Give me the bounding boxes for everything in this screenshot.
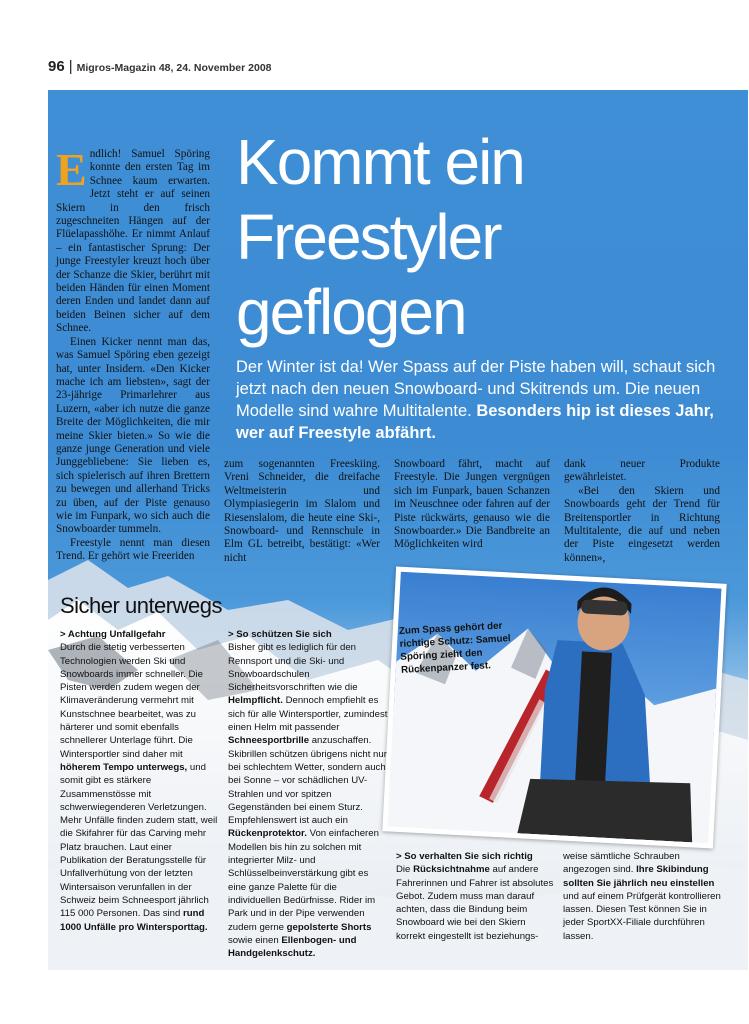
- page-header: [48, 58, 708, 76]
- section-text: Bisher gibt es lediglich für den Rennsport und die Ski- und Snowboardschulen Sicherheitsvorschriften wie die: [228, 642, 358, 694]
- section-text: weise sämtliche Schrauben angezogen sind.: [563, 851, 680, 876]
- paragraph: zum sogenannten Freeskiing. Vreni Schneider, die dreifache Weltmeisterin und Olympiasiegerin im Slalom und Riesenslalom, die heute eine Ski-, Snowboard- und Rennschule in Elm GL betreibt, bestätigt: «Wer nicht: [224, 458, 380, 564]
- section-bold: Helmpflicht.: [228, 695, 283, 707]
- paragraph: «Bei den Skiern und Snowboards geht der Trend für Breitensportler in Richtung Multitalente, die auf und neben der Piste eingesetzt werden können»,: [564, 484, 720, 564]
- article-column-2: [224, 458, 380, 565]
- section-text: Dennoch empfiehlt es sich für alle Wintersportler, zumindest einen Helm mit passender: [228, 695, 388, 734]
- lead-bold: Besonders hip ist dieses Jahr, wer auf Freestyle abfährt.: [236, 402, 714, 442]
- section-bold: gepolsterte Shorts: [286, 921, 372, 933]
- section-text: auf andere Fahrerinnen und Fahrer ist absolutes Gebot. Zudem muss man darauf achten, dass die Bindung beim Snowboard wie bei den Skiern korrekt eingestellt ist beziehungs-: [396, 864, 554, 942]
- headline-line: geflogen: [236, 276, 466, 348]
- section-heading: > Achtung Unfallgefahr: [60, 629, 166, 640]
- header-separator: |: [68, 58, 73, 75]
- paragraph: Snowboard fährt, macht auf Freestyle. Die Jungen vergnügen sich im Funpark, bauen Schanzen im Neuschnee oder fahren auf der Piste rückwärts, genauso wie die Snowboarder.» Die Bandbreite an Möglichkeiten wird: [394, 458, 550, 551]
- section-bold: rund 1000 Unfälle pro Wintersporttag.: [60, 908, 208, 933]
- section-bold: höherem Tempo unterwegs,: [60, 761, 188, 773]
- section-bold: Rückenprotektor.: [228, 828, 307, 840]
- section-text: sowie einen: [228, 934, 279, 946]
- section-bold: Rücksichtnahme: [413, 864, 490, 876]
- infobox-section-accident-risk: [60, 628, 220, 934]
- lead-regular: Der Winter ist da! Wer Spass auf der Piste haben will, schaut sich jetzt nach den neuen Snowboard- und Skitrends um. Die neuen Modelle sind wahre Multitalente.: [236, 358, 716, 420]
- lead-paragraph: [236, 356, 722, 444]
- drop-cap: E: [56, 144, 87, 195]
- headline-line: Freestyler: [236, 201, 501, 273]
- section-text: Durch die stetig verbesserten Technologien werden Ski und Snowboards immer schneller. Die Pisten werden zudem wegen der Klimaveränderung vermehrt mit Kunstschnee bearbeitet, was zu härterer und somit ebenfalls schnellerer Unterlage führt. Die Wintersportler sind daher mit: [60, 642, 203, 760]
- article-column-1: [56, 144, 210, 564]
- section-bold: Ellenbogen- und Handgelenkschutz.: [228, 934, 357, 960]
- paragraph: Freestyle nennt man diesen Trend. Er gehört wie Freeriden: [56, 536, 210, 563]
- headline: [236, 125, 746, 350]
- article-column-4: [564, 458, 720, 565]
- photo-frame: [388, 572, 722, 843]
- section-text: anzuschaffen. Skibrillen schützen übrigens nicht nur bei schlechtem Wetter, sondern auch bei Sonne – vor schädlichen UV-Strahlen und vor spitzen Gegenständen bei einem Sturz. Empfehlenswert ist auch ein: [228, 735, 387, 827]
- skier-illustration: [388, 572, 722, 843]
- section-text: und somit gibt es stärkere Zusammenstösse mit schwerwiegenderen Verletzungen. Mehr Unfälle finden zudem statt, weil die Skifahrer für das Carving mehr Platz brauchen. Laut einer Publikation der Beratungsstelle für Unfallverhütung von der letzten Wintersaison verunfallen in der Schweiz beim Schneesport jährlich 115 000 Personen. Das sind: [60, 761, 218, 920]
- section-text: und auf einem Prüfgerät kontrollieren lassen. Diesen Test können Sie in jeder SportXX-Filiale durchführen lassen.: [563, 890, 721, 942]
- skier-photo: [382, 567, 726, 849]
- page-number: 96: [48, 58, 65, 75]
- article-column-3: [394, 458, 550, 552]
- section-heading: > So verhalten Sie sich richtig: [396, 851, 533, 862]
- paragraph: dank neuer Produkte gewährleistet.: [564, 458, 720, 484]
- headline-line: Kommt ein: [236, 126, 524, 198]
- infobox-section-behaviour: [396, 850, 556, 943]
- section-text: Von einfacheren Modellen bis hin zu solchen mit integrierter Milz- und Schlüsselbeinverstärkung gibt es eine ganze Palette für die individuellen Bedürfnisse. Rider im Park und in der Pipe verwenden zudem gerne: [228, 828, 379, 933]
- magazine-issue: Migros-Magazin 48, 24. November 2008: [76, 62, 272, 74]
- section-bold: Ihre Skibindung sollten Sie jährlich neu einstellen: [563, 864, 715, 889]
- paragraph: Einen Kicker nennt man das, was Samuel Spöring eben gezeigt hat, unter Insidern. «Den Kicker mache ich am liebsten», sagt der 23-jährige Primarlehrer aus Luzern, «aber ich nutze die ganze Breite der Möglichkeiten, die mir meine Skier bieten.» So wie die ganze junge Generation und viele Junggebliebene: Sie lieben es, sich spielerisch auf ihren Brettern zu bewegen und allerhand Tricks zu üben, auf der Piste genauso wie im Funpark, wo sich auch die Snowboarder tummeln.: [56, 335, 210, 536]
- infobox-section-binding: [563, 850, 723, 943]
- section-text: Die: [396, 864, 411, 876]
- infobox-section-protection: [228, 628, 388, 960]
- paragraph: ndlich! Samuel Spöring konnte den ersten Tag im Schnee kaum erwarten. Jetzt steht er auf seinen Skiern in den frisch zugeschneiten Hängen auf der Flüelapasshöhe. Er nimmt Anlauf – ein fantastischer Sprung: Der junge Freestyler kreuzt hoch über der Schanze die Skier, berührt mit beiden Händen für einen Moment deren Enden und landet dann auf beiden Beinen sicher auf dem Schnee.: [56, 148, 210, 335]
- section-heading: > So schützen Sie sich: [228, 629, 332, 640]
- section-bold: Schneesportbrille: [228, 735, 310, 747]
- photo-caption: Zum Spass gehört der richtige Schutz: Samuel Spöring zieht den Rückenpanzer fest.: [398, 620, 511, 676]
- infobox-title: Sicher unterwegs: [60, 593, 222, 618]
